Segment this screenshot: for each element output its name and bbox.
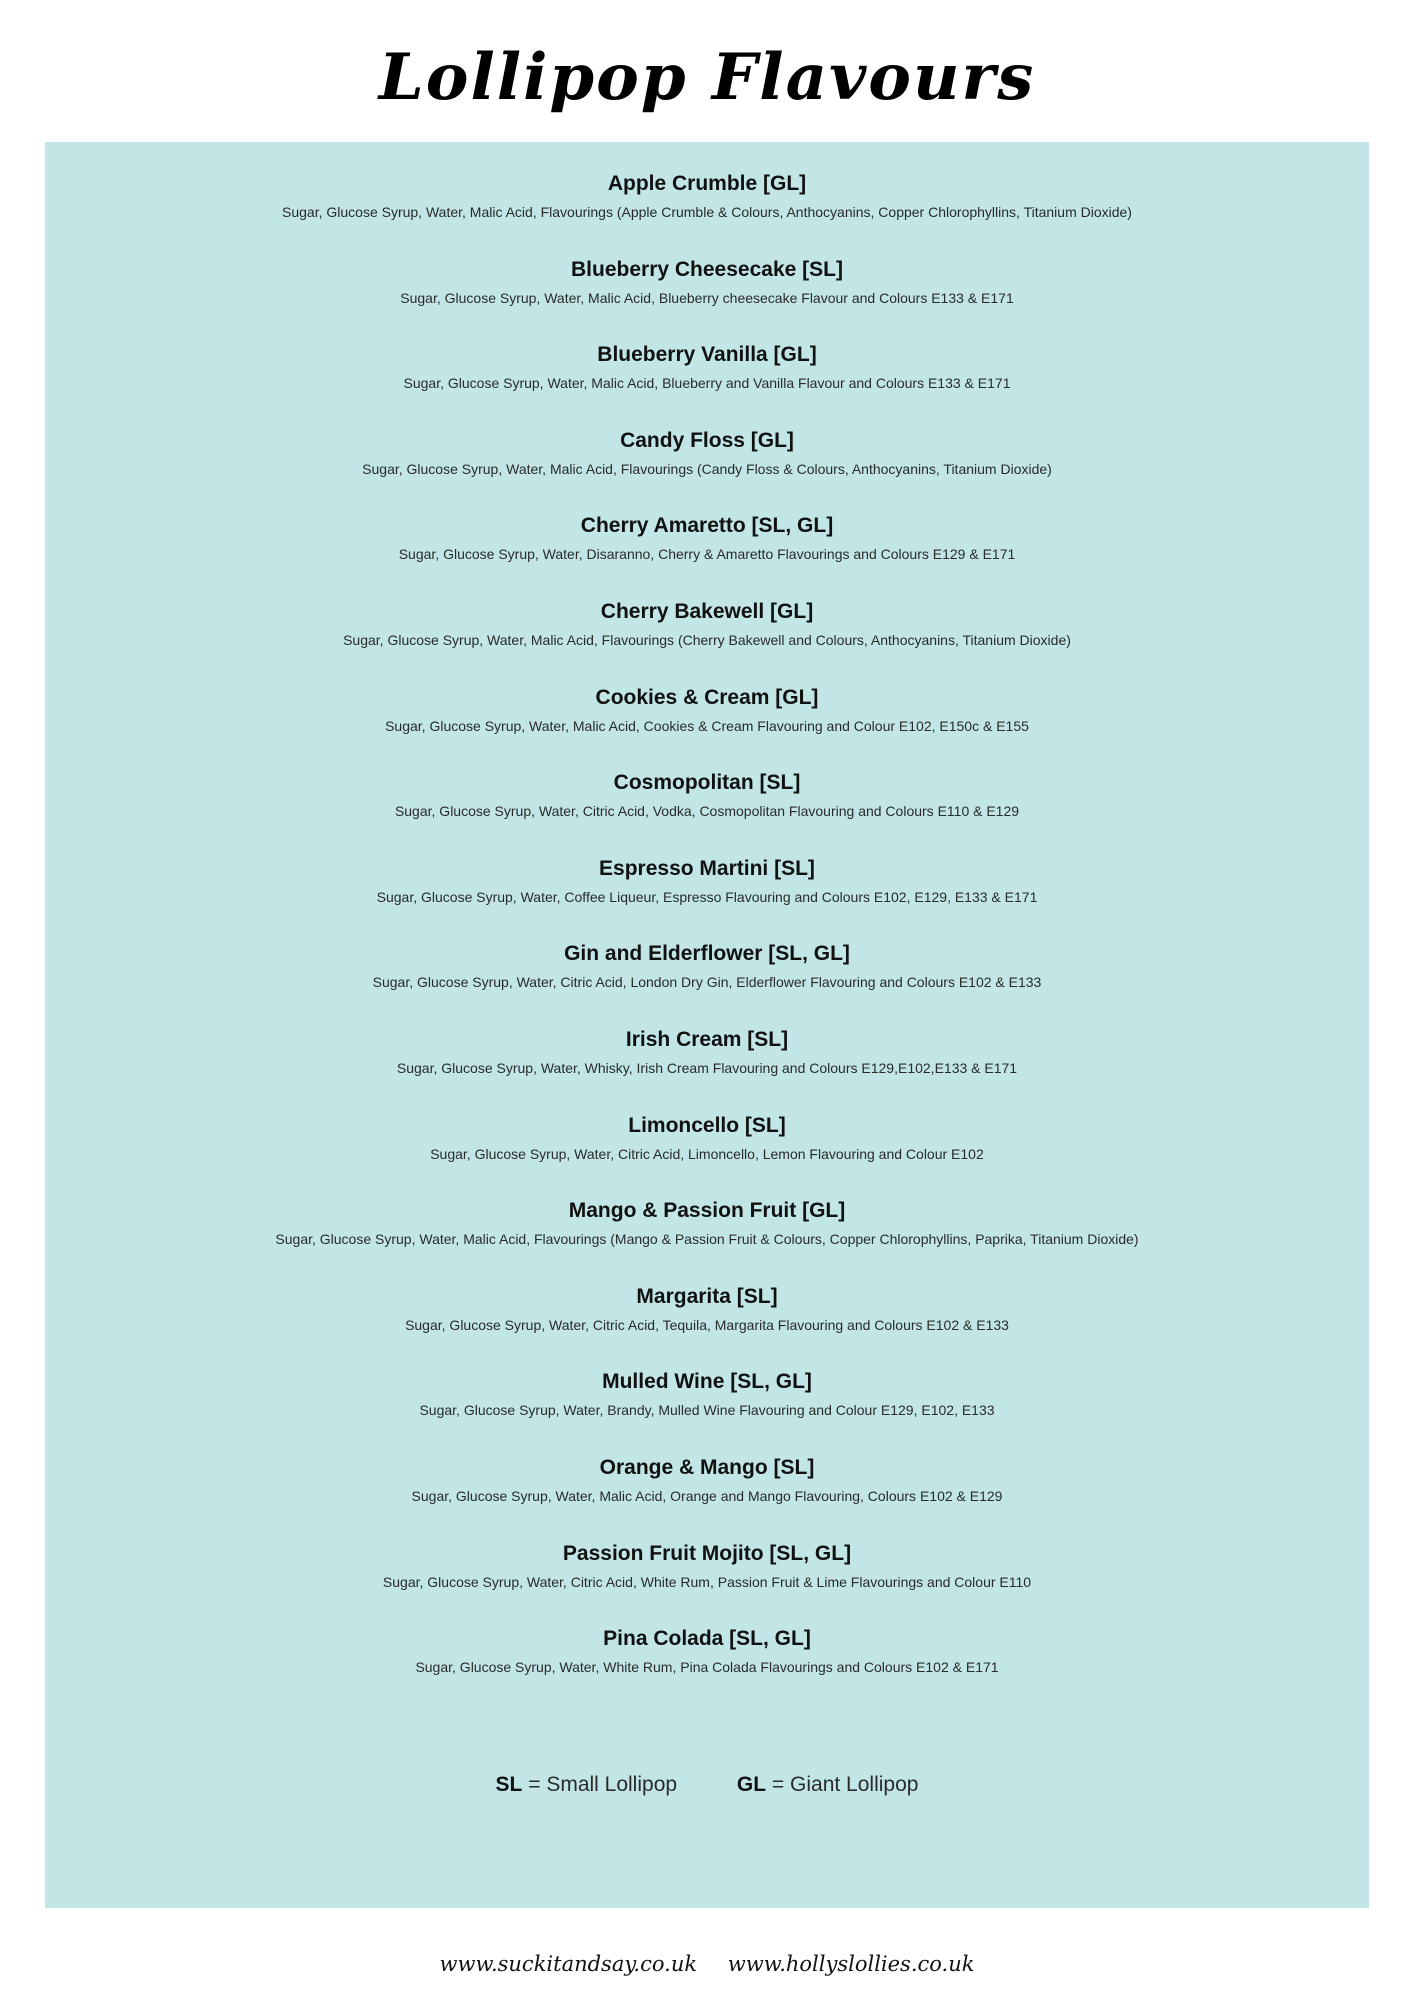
flavour-item-margarita bbox=[45, 1282, 1369, 1368]
flavour-ingredients: Sugar, Glucose Syrup, Water, Whisky, Irish Cream Flavouring and Colours E129,E102,E133 & E171 bbox=[396, 1059, 1018, 1076]
flavour-item-mulled-wine bbox=[45, 1367, 1369, 1453]
flavour-name: Passion Fruit Mojito [SL, GL] bbox=[562, 1541, 852, 1565]
flavour-item-pina-colada bbox=[45, 1624, 1369, 1710]
flavour-ingredients: Sugar, Glucose Syrup, Water, Citric Acid, Vodka, Cosmopolitan Flavouring and Colours E110 & E129 bbox=[394, 803, 1020, 820]
flavour-ingredients: Sugar, Glucose Syrup, Water, Malic Acid, Flavourings (Apple Crumble & Colours, Anthocyanins, Copper Chlorophyllins, Titanium Dioxide) bbox=[282, 204, 1132, 220]
flavour-item-orange-mango bbox=[45, 1453, 1369, 1539]
flavour-item-passion-fruit-mojito bbox=[45, 1539, 1369, 1625]
flavour-name: Orange & Mango [SL] bbox=[599, 1455, 815, 1479]
legend-text: = Small Lollipop bbox=[528, 1773, 678, 1796]
flavour-name: Cherry Amaretto [SL, GL] bbox=[580, 514, 834, 538]
flavour-ingredients: Sugar, Glucose Syrup, Water, Malic Acid, Orange and Mango Flavouring, Colours E102 & E129 bbox=[411, 1487, 1003, 1504]
flavour-name: Apple Crumble [GL] bbox=[607, 172, 807, 195]
flavour-ingredients: Sugar, Glucose Syrup, Water, Disaranno, Cherry & Amaretto Flavourings and Colours E129 & E171 bbox=[398, 546, 1016, 563]
footer bbox=[0, 1944, 1414, 1984]
flavour-item-apple-crumble bbox=[45, 169, 1369, 255]
flavours-panel bbox=[45, 142, 1369, 1908]
flavour-name: Blueberry Vanilla [GL] bbox=[597, 343, 817, 367]
flavour-ingredients: Sugar, Glucose Syrup, Water, Citric Acid, White Rum, Passion Fruit & Lime Flavourings and Colour E110 bbox=[382, 1573, 1032, 1590]
flavour-item-irish-cream bbox=[45, 1025, 1369, 1111]
flavour-name: Pina Colada [SL, GL] bbox=[603, 1627, 811, 1651]
flavour-item-gin-and-elderflower bbox=[45, 939, 1369, 1025]
flavour-ingredients: Sugar, Glucose Syrup, Water, Coffee Liqueur, Espresso Flavouring and Colours E102, E129, E133 & E171 bbox=[376, 888, 1038, 905]
legend-abbr: SL bbox=[495, 1773, 523, 1796]
flavour-item-blueberry-cheesecake bbox=[45, 255, 1369, 341]
flavour-item-blueberry-vanilla bbox=[45, 340, 1369, 426]
legend-giant-lollipop bbox=[737, 1770, 919, 1800]
flavour-item-cookies-cream bbox=[45, 683, 1369, 769]
flavour-ingredients: Sugar, Glucose Syrup, Water, Citric Acid, London Dry Gin, Elderflower Flavouring and Colours E102 & E133 bbox=[372, 974, 1042, 991]
flavour-name: Irish Cream [SL] bbox=[625, 1027, 789, 1051]
flavour-name: Espresso Martini [SL] bbox=[599, 856, 815, 880]
flavour-item-limoncello bbox=[45, 1111, 1369, 1197]
footer-link-suckitandsay[interactable]: www.suckitandsay.co.uk bbox=[439, 1952, 698, 1976]
page-title: Lollipop Flavours bbox=[378, 40, 1036, 115]
flavour-ingredients: Sugar, Glucose Syrup, Water, Malic Acid, Blueberry cheesecake Flavour and Colours E133 & E171 bbox=[400, 289, 1014, 306]
flavour-name: Gin and Elderflower [SL, GL] bbox=[564, 942, 850, 966]
legend-abbr: GL bbox=[736, 1773, 767, 1796]
flavour-item-cherry-bakewell bbox=[45, 597, 1369, 683]
flavour-ingredients: Sugar, Glucose Syrup, Water, Malic Acid, Flavourings (Cherry Bakewell and Colours, Anthocyanins, Titanium Dioxide) bbox=[343, 631, 1071, 648]
flavour-list bbox=[45, 169, 1369, 1710]
flavour-ingredients: Sugar, Glucose Syrup, Water, Malic Acid, Flavourings (Candy Floss & Colours, Anthocyanins, Titanium Dioxide) bbox=[362, 460, 1052, 477]
flavour-item-cosmopolitan bbox=[45, 768, 1369, 854]
flavour-ingredients: Sugar, Glucose Syrup, Water, Citric Acid, Limoncello, Lemon Flavouring and Colour E102 bbox=[430, 1145, 984, 1162]
flavour-name: Cookies & Cream [GL] bbox=[595, 685, 819, 709]
flavour-item-cherry-amaretto bbox=[45, 511, 1369, 597]
flavour-name: Candy Floss [GL] bbox=[620, 428, 794, 452]
flavour-name: Mulled Wine [SL, GL] bbox=[602, 1370, 812, 1394]
flavour-ingredients: Sugar, Glucose Syrup, Water, Brandy, Mulled Wine Flavouring and Colour E129, E102, E133 bbox=[419, 1402, 995, 1419]
flavour-ingredients: Sugar, Glucose Syrup, Water, White Rum, Pina Colada Flavourings and Colours E102 & E171 bbox=[415, 1659, 999, 1676]
flavour-ingredients: Sugar, Glucose Syrup, Water, Citric Acid, Tequila, Margarita Flavouring and Colours E102 & E133 bbox=[405, 1316, 1009, 1333]
flavour-item-candy-floss bbox=[45, 426, 1369, 512]
flavour-ingredients: Sugar, Glucose Syrup, Water, Malic Acid, Cookies & Cream Flavouring and Colour E102, E150c & E155 bbox=[385, 717, 1029, 734]
size-legend bbox=[45, 1770, 1369, 1800]
flavour-name: Cosmopolitan [SL] bbox=[613, 771, 801, 795]
flavour-ingredients: Sugar, Glucose Syrup, Water, Malic Acid, Blueberry and Vanilla Flavour and Colours E133 & E171 bbox=[403, 375, 1011, 392]
flavour-name: Margarita [SL] bbox=[636, 1284, 778, 1308]
legend-text: = Giant Lollipop bbox=[771, 1773, 919, 1796]
flavour-name: Limoncello [SL] bbox=[628, 1113, 786, 1137]
legend-small-lollipop bbox=[496, 1770, 678, 1800]
flavour-name: Blueberry Cheesecake [SL] bbox=[571, 257, 843, 281]
flavour-name: Mango & Passion Fruit [GL] bbox=[568, 1199, 846, 1223]
flavour-item-espresso-martini bbox=[45, 854, 1369, 940]
flavour-name: Cherry Bakewell [GL] bbox=[600, 599, 814, 623]
footer-link-hollyslollies[interactable]: www.hollyslollies.co.uk bbox=[727, 1952, 975, 1976]
flavour-item-mango-passion-fruit bbox=[45, 1196, 1369, 1282]
flavour-ingredients: Sugar, Glucose Syrup, Water, Malic Acid, Flavourings (Mango & Passion Fruit & Colours, Copper Chlorophyllins, Paprika, Titanium Dioxide) bbox=[275, 1231, 1139, 1248]
